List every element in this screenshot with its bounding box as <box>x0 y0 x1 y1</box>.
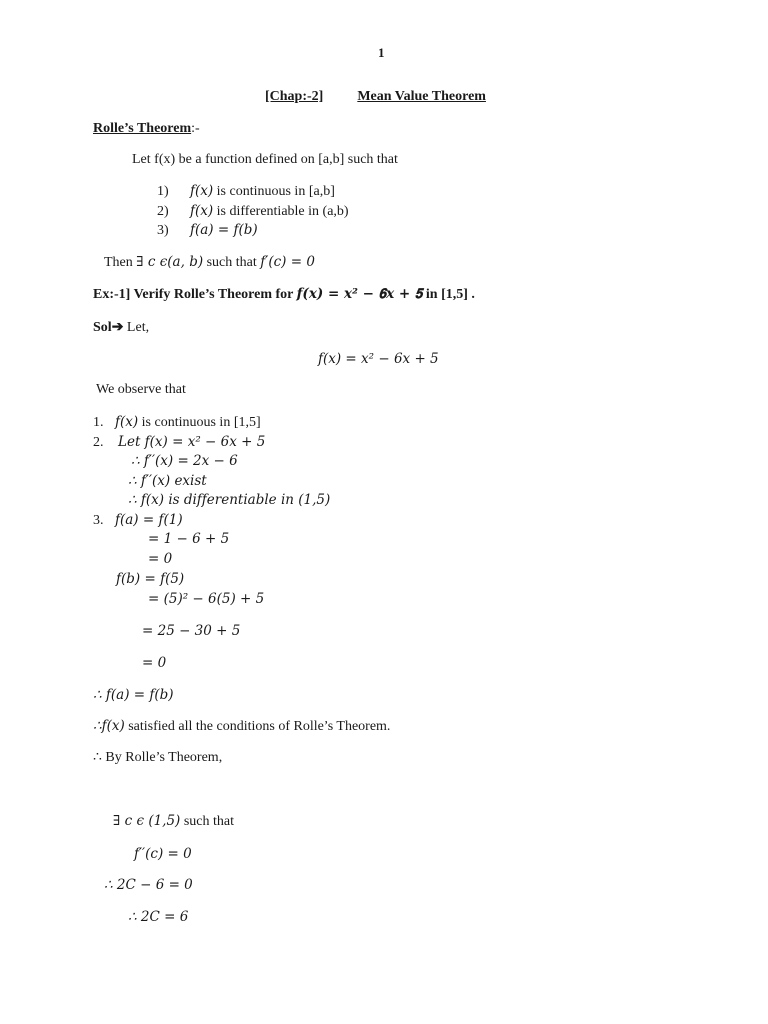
conclusion-derivative-math: 𝑓′(𝑐) = 0 <box>260 254 315 270</box>
satisfied-statement <box>93 717 390 736</box>
condition-math: 𝑓(𝑥) <box>190 203 214 219</box>
chapter-heading <box>265 88 486 106</box>
condition-number: 3) <box>157 223 169 238</box>
page-number: 1 <box>378 45 385 60</box>
step-3-line: = (5)² − 6(5) + 5 <box>148 591 265 607</box>
conclusion-such-that: such that <box>203 255 261 270</box>
exists-text: such that <box>180 814 234 829</box>
condition-number: 2) <box>157 204 169 219</box>
example-statement <box>93 285 475 304</box>
satisfied-text: satisfied all the conditions of Rolle’s Theorem. <box>124 719 391 734</box>
step-2 <box>93 433 265 452</box>
step-number: 1. <box>93 415 104 430</box>
step-text: is continuous in [1,5] <box>138 415 261 430</box>
condition-math: 𝑓(𝑎) = 𝑓(𝑏) <box>190 222 258 238</box>
step-3-line: = 25 − 30 + 5 <box>142 623 241 639</box>
condition-math: 𝑓(𝑥) <box>190 183 214 199</box>
final-line: 𝑓′′(𝑐) = 0 <box>134 846 192 862</box>
step-2-line: ∴ 𝑓(𝑥) 𝑖𝑠 𝑑𝑖𝑓𝑓𝑒𝑟𝑒𝑛𝑡𝑖𝑎𝑏𝑙𝑒 𝑖𝑛 (1,5) <box>128 492 331 508</box>
satisfied-math: ∴𝑓(𝑥) <box>93 718 125 734</box>
observe-text: We observe that <box>96 382 186 397</box>
by-rolle-text: ∴ By Rolle’s Theorem, <box>93 750 223 765</box>
condition-text: is differentiable in (a,b) <box>213 204 349 219</box>
step-math: 𝑓(𝑥) <box>115 414 139 430</box>
chapter-label: [Chap:-2] <box>265 89 324 104</box>
theorem-heading-text: Rolle’s Theorem <box>93 121 192 136</box>
step-3-line: = 0 <box>148 551 173 567</box>
condition-1 <box>157 182 335 201</box>
solution-start <box>93 319 149 337</box>
theorem-heading <box>93 120 200 138</box>
theorem-intro: Let f(x) be a function defined on [a,b] such that <box>132 152 398 167</box>
step-3-line: 𝑓(𝑏) = 𝑓(5) <box>116 571 185 587</box>
theorem-conclusion <box>104 253 315 272</box>
final-line: ∴ 2𝐶 − 6 = 0 <box>104 877 193 893</box>
step-3 <box>93 511 183 530</box>
step-2-line: ∴ 𝑓′′(𝑥) = 2𝑥 − 6 <box>131 453 238 469</box>
step-3-line: = 0 <box>142 655 167 671</box>
example-function: 𝒇(𝒙) = 𝒙² − 𝟔𝒙 + 𝟓 <box>296 286 423 302</box>
step-2-line: 𝐿𝑒𝑡 𝑓(𝑥) = 𝑥² − 6𝑥 + 5 <box>118 434 266 450</box>
solution-label: Sol <box>93 320 112 335</box>
exists-math: ∃ 𝑐 𝜖 (1,5) <box>113 813 181 829</box>
condition-text: is continuous in [a,b] <box>213 184 335 199</box>
condition-2 <box>157 202 349 221</box>
step-3-line: 𝑓(𝑎) = 𝑓(1) <box>115 512 183 528</box>
final-line: ∴ 2𝐶 = 6 <box>128 909 189 925</box>
chapter-title: Mean Value Theorem <box>357 89 486 104</box>
solution-let: Let, <box>123 320 150 335</box>
condition-number: 1) <box>157 184 169 199</box>
example-label: Ex:-1] Verify Rolle’s Theorem for <box>93 287 297 302</box>
conclusion-exists-math: ∃ 𝑐 𝜖(𝑎, 𝑏) <box>136 254 204 270</box>
conclusion-then: Then <box>104 255 137 270</box>
step-2-line: ∴ 𝑓′′(𝑥) 𝑒𝑥𝑖𝑠𝑡 <box>128 473 207 489</box>
function-display: 𝑓(𝑥) = 𝑥² − 6𝑥 + 5 <box>318 351 439 367</box>
arrow-icon: ➔ <box>111 320 124 335</box>
example-interval: in [1,5] . <box>422 287 475 302</box>
theorem-heading-suffix: :- <box>191 121 200 136</box>
step-number: 3. <box>93 513 104 528</box>
step-number: 2. <box>93 435 104 450</box>
step-1 <box>93 413 261 432</box>
step-3-line: = 1 − 6 + 5 <box>148 531 230 547</box>
condition-3 <box>157 221 258 240</box>
exists-statement <box>113 812 234 831</box>
therefore-equal: ∴ 𝑓(𝑎) = 𝑓(𝑏) <box>93 687 174 703</box>
